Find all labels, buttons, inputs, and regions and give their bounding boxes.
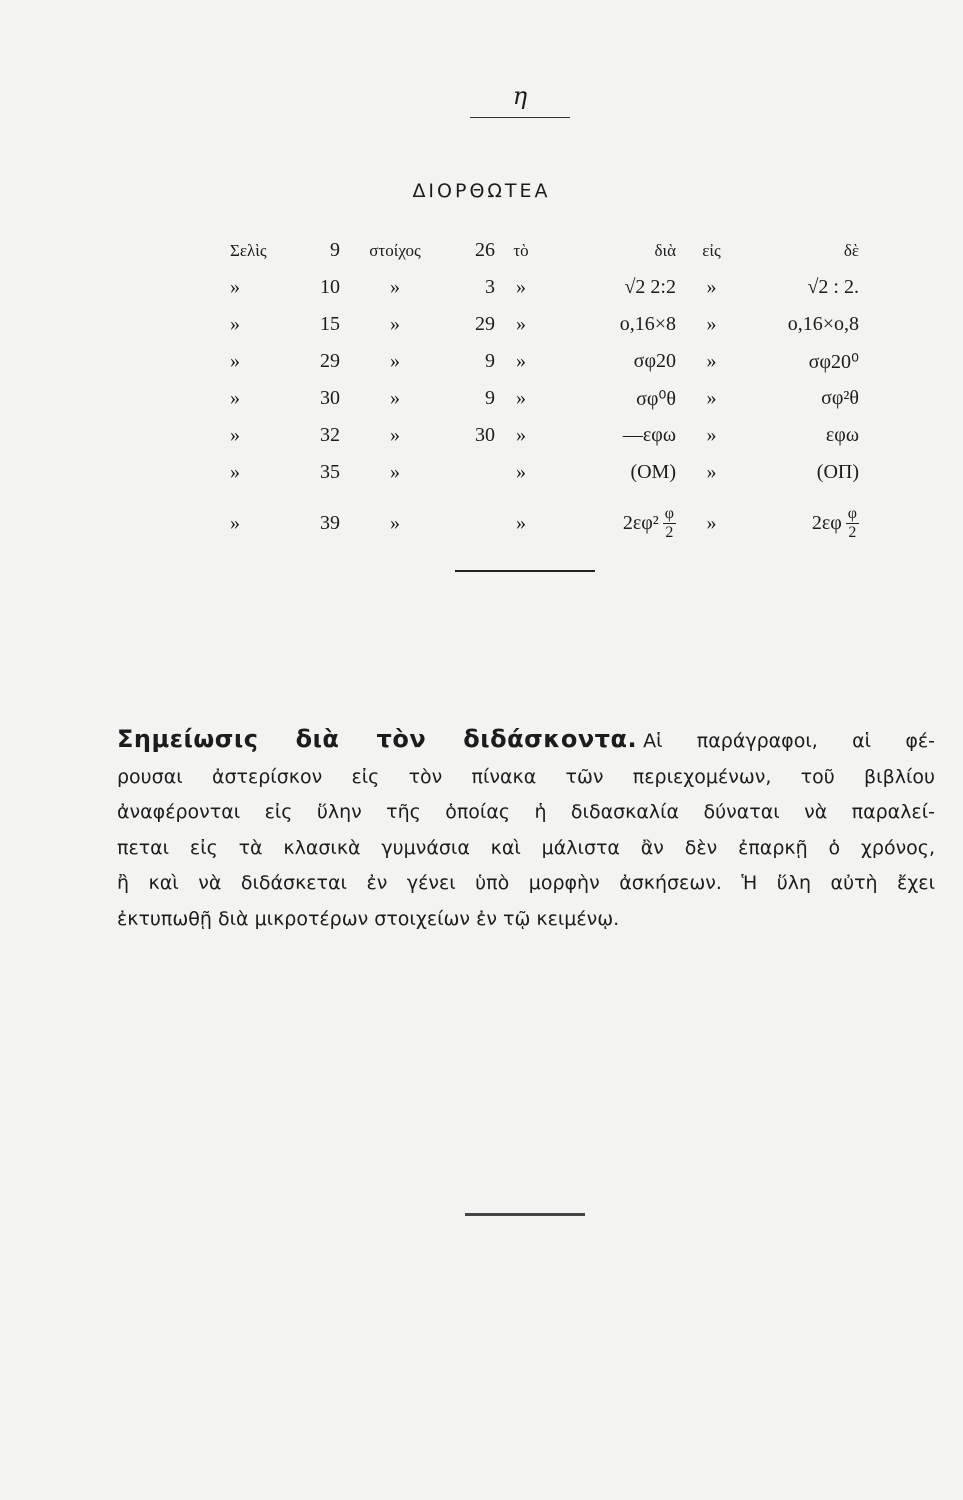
row-line: 3	[485, 276, 495, 298]
ditto-mark: »	[230, 387, 240, 409]
right-fraction	[846, 505, 859, 542]
note-line: ἀναφέρονται εἰς ὕλην τῆς ὁποίας ἡ διδασκαλία δύναται νὰ παραλεί-	[117, 801, 935, 823]
ditto-mark: »	[230, 276, 240, 298]
ditto-mark: »	[516, 350, 526, 372]
ditto-mark: »	[390, 350, 400, 372]
row-wrong: ο,16×8	[619, 313, 676, 335]
wrong-denominator: 2	[665, 523, 674, 541]
note-line: ρουσαι ἀστερίσκον εἰς τὸν πίνακα τῶν περιεχομένων, τοῦ βιβλίου	[117, 765, 935, 788]
ditto-mark: »	[390, 387, 400, 409]
row-right: σφ²θ	[821, 387, 859, 409]
row-page: 35	[320, 461, 340, 483]
row-right	[739, 491, 859, 555]
row-line: 29	[475, 313, 495, 335]
errata-title: ΔΙΟΡΘΩΤΕΑ	[412, 180, 551, 202]
row-page: 29	[320, 350, 340, 372]
row-right: ο,16×ο,8	[787, 313, 859, 335]
right-label: δὲ	[843, 240, 859, 260]
row-wrong: σφ20	[633, 350, 676, 372]
note-line: ἢ καὶ νὰ διδάσκεται ἐν γένει ὑπὸ μορφὴν ἀσκήσεων. Ἡ ὕλη αὐτὴ ἔχει	[117, 872, 935, 894]
wrong-fraction	[663, 505, 676, 542]
ditto-mark: »	[516, 276, 526, 298]
page-label: Σελὶς	[230, 240, 267, 260]
row-wrong	[541, 491, 684, 555]
ditto-mark: »	[230, 350, 240, 372]
row-line: 9	[485, 350, 495, 372]
row-wrong: (ΟΜ)	[630, 461, 676, 483]
ditto-mark: »	[230, 424, 240, 446]
row-right: εφω	[825, 424, 859, 446]
wrong-numerator: φ	[664, 504, 674, 522]
note-text: Αἱ παράγραφοι, αἱ φέ-	[643, 730, 935, 752]
ditto-mark: »	[230, 511, 240, 534]
ditto-mark: »	[516, 424, 526, 446]
row-wrong: σφ⁰θ	[636, 388, 676, 410]
row-page: 32	[320, 424, 340, 446]
section-divider	[455, 570, 595, 572]
ditto-mark: »	[516, 313, 526, 335]
errata-row	[230, 417, 859, 454]
row-line	[440, 491, 501, 555]
ditto-mark: »	[390, 276, 400, 298]
ditto-mark: »	[230, 461, 240, 483]
row-right: √2 : 2.	[807, 276, 859, 298]
row-right: (ΟΠ)	[816, 461, 859, 483]
ditto-mark: »	[706, 511, 717, 534]
teacher-note	[117, 722, 935, 937]
note-line: πεται εἰς τὰ κλασικὰ γυμνάσια καὶ μάλιστα ἂν δὲν ἐπαρκῇ ὁ χρόνος,	[117, 836, 935, 859]
ditto-mark: »	[706, 424, 717, 446]
ditto-mark: »	[230, 313, 240, 335]
errata-row	[230, 343, 859, 380]
right-prefix: 2εφ	[811, 511, 842, 534]
row-line	[440, 454, 501, 491]
note-heading: Σημείωσις διὰ τὸν διδάσκοντα.	[117, 725, 638, 753]
row-line: 30	[475, 424, 495, 446]
sep-label: εἰς	[702, 240, 721, 260]
ditto-mark: »	[706, 387, 717, 409]
wrong-prefix: 2εφ²	[622, 511, 659, 534]
ditto-mark: »	[390, 461, 400, 483]
line-value: 26	[475, 239, 495, 261]
errata-row	[230, 454, 859, 491]
ditto-mark: »	[390, 424, 400, 446]
ditto-mark: »	[706, 276, 717, 298]
note-line: ἐκτυπωθῇ διὰ μικροτέρων στοιχείων ἐν τῷ κειμένῳ.	[117, 907, 620, 930]
errata-row	[230, 380, 859, 417]
page-value: 9	[330, 239, 340, 261]
page-number-rule	[470, 117, 570, 118]
end-ornament-rule	[465, 1213, 585, 1216]
ditto-mark: »	[706, 350, 717, 372]
row-right: σφ20⁰	[808, 351, 859, 373]
errata-header-row	[230, 232, 859, 269]
line-label: στοίχος	[369, 240, 421, 260]
row-page: 39	[320, 511, 340, 534]
errata-row	[230, 269, 859, 306]
row-page: 30	[320, 387, 340, 409]
ditto-mark: »	[390, 313, 400, 335]
ditto-mark: »	[516, 387, 526, 409]
ditto-mark: »	[706, 313, 717, 335]
row-wrong: √2 2:2	[624, 276, 676, 298]
to-label: τὸ	[513, 240, 529, 260]
note-line	[117, 722, 935, 760]
wrong-label: διὰ	[654, 240, 676, 260]
ditto-mark: »	[390, 511, 400, 534]
errata-row	[230, 306, 859, 343]
right-numerator: φ	[847, 504, 857, 522]
ditto-mark: »	[516, 511, 526, 534]
errata-row	[230, 491, 859, 555]
errata-table	[230, 232, 859, 555]
right-denominator: 2	[848, 523, 857, 541]
page-number: η	[512, 82, 528, 110]
row-line: 9	[485, 387, 495, 409]
ditto-mark: »	[706, 461, 717, 483]
row-wrong: —εφω	[622, 424, 676, 446]
ditto-mark: »	[516, 461, 526, 483]
row-page: 15	[320, 313, 340, 335]
row-page: 10	[320, 276, 340, 298]
